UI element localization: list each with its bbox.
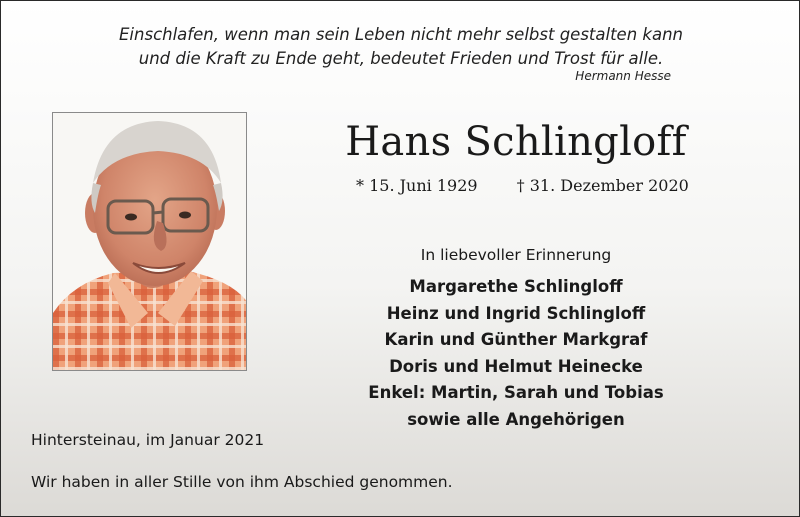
life-dates <box>356 176 689 195</box>
remembrance-heading: In liebevoller Erinnerung <box>420 246 612 264</box>
mourners-list <box>251 274 781 433</box>
mourner-name: Enkel: Martin, Sarah und Tobias <box>368 383 664 402</box>
quote-line-2: und die Kraft zu Ende geht, bedeutet Frieden und Trost für alle. <box>138 49 664 68</box>
farewell-text: Wir haben in aller Stille von ihm Abschied genommen. <box>31 473 453 491</box>
birth-date: * 15. Juni 1929 <box>356 176 478 195</box>
quote <box>1 23 800 71</box>
portrait-icon <box>53 113 247 371</box>
place-date: Hintersteinau, im Januar 2021 <box>31 431 265 449</box>
mourner-name: Heinz und Ingrid Schlingloff <box>386 303 646 323</box>
death-date: † 31. Dezember 2020 <box>516 176 689 195</box>
mourner-name: Margarethe Schlingloff <box>409 277 623 296</box>
quote-author: Hermann Hesse <box>575 69 671 83</box>
deceased-name: Hans Schlingloff <box>345 119 687 165</box>
quote-line-1: Einschlafen, wenn man sein Leben nicht mehr selbst gestalten kann <box>119 25 683 44</box>
mourner-name: sowie alle Angehörigen <box>407 409 625 429</box>
portrait-photo <box>52 112 247 371</box>
mourner-name: Karin und Günther Markgraf <box>384 330 648 349</box>
mourner-name: Doris und Helmut Heinecke <box>389 356 643 376</box>
